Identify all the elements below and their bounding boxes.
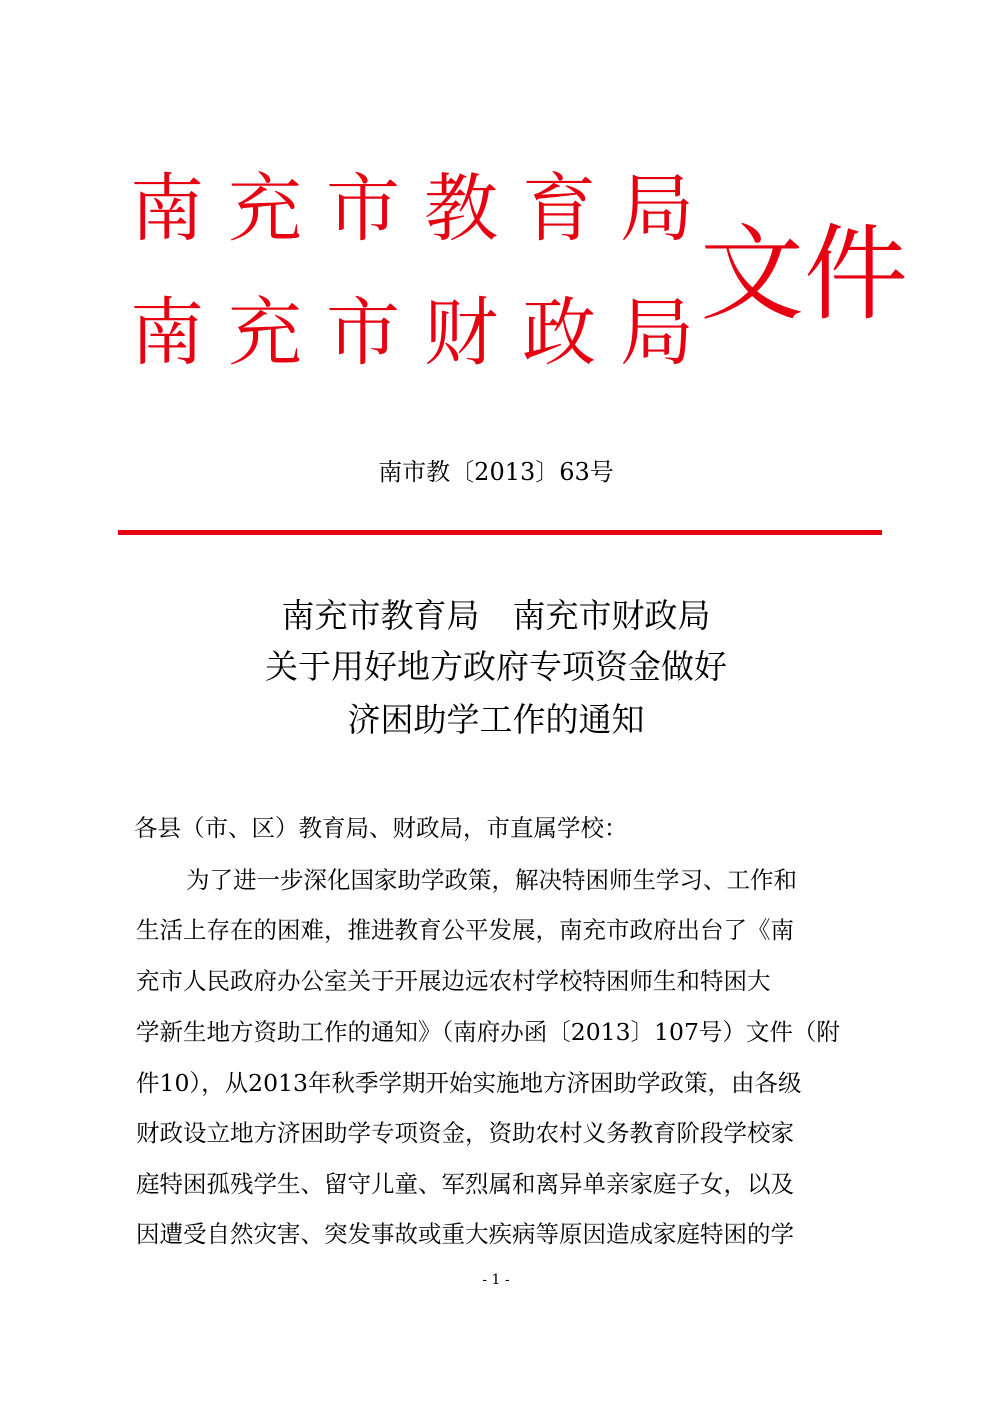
salutation: 各县（市、区）教育局、财政局，市直属学校： <box>134 814 628 842</box>
page-number: - 1 - <box>482 1272 510 1288</box>
body-line: 为了进一步深化国家助学政策，解决特困师生学习、工作和 <box>186 866 797 894</box>
masthead-issuer-education-bureau: 南充市教育局 <box>130 166 718 252</box>
masthead-doc-type: 文件 <box>700 213 909 335</box>
title-line-3: 济困助学工作的通知 <box>347 700 645 739</box>
red-divider-line <box>118 530 882 535</box>
body-line: 件10），从2013年秋季学期开始实施地方济困助学政策，由各级 <box>136 1069 802 1097</box>
title-line-2: 关于用好地方政府专项资金做好 <box>265 647 727 686</box>
title-line-1: 南充市教育局 南充市财政局 <box>281 596 711 635</box>
body-line: 充市人民政府办公室关于开展边远农村学校特困师生和特困大 <box>136 967 771 995</box>
body-line: 财政设立地方济困助学专项资金，资助农村义务教育阶段学校家 <box>136 1119 794 1147</box>
body-line: 庭特困孤残学生、留守儿童、军烈属和离异单亲家庭子女，以及 <box>136 1170 794 1198</box>
body-line: 学新生地方资助工作的通知》（南府办函〔2013〕107号）文件（附 <box>136 1018 840 1046</box>
body-line: 因遭受自然灾害、突发事故或重大疾病等原因造成家庭特困的学 <box>136 1220 794 1248</box>
body-line: 生活上存在的困难，推进教育公平发展，南充市政府出台了《南 <box>136 916 794 944</box>
document-number: 南市教〔2013〕63号 <box>378 458 614 486</box>
masthead-issuer-finance-bureau: 南充市财政局 <box>130 290 718 376</box>
